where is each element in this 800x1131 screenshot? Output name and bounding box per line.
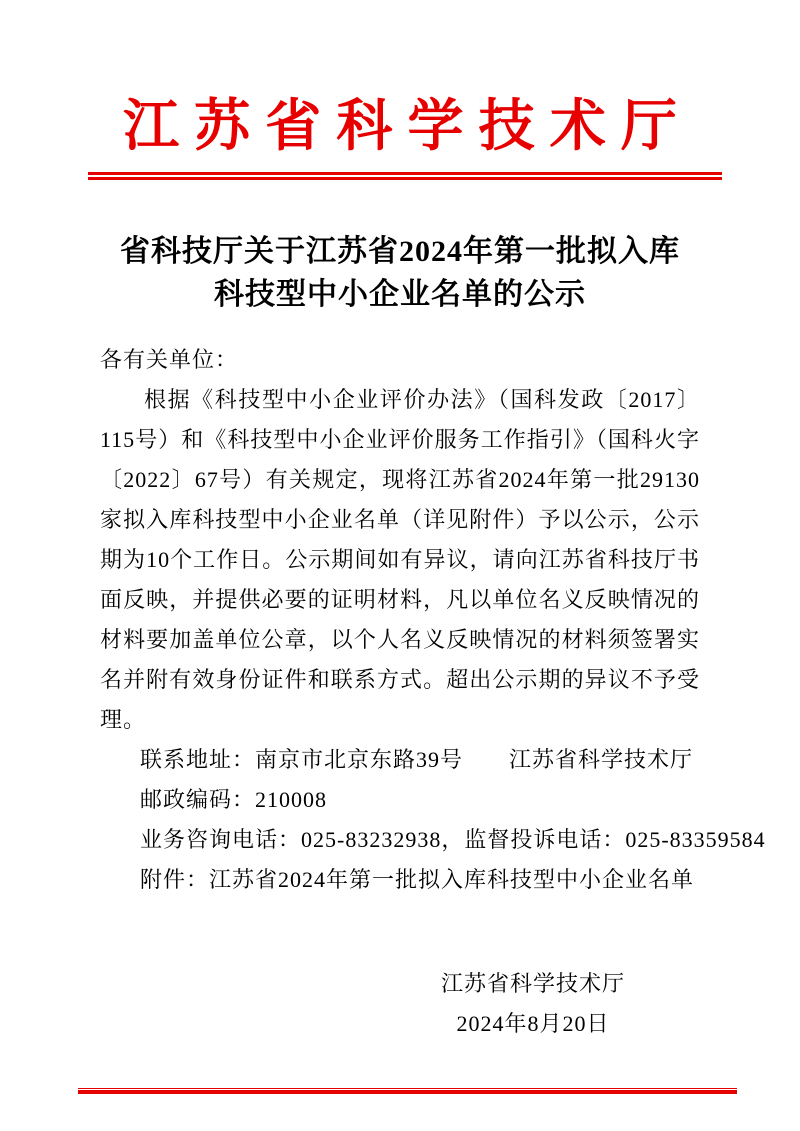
document-title xyxy=(0,230,800,316)
document-body xyxy=(100,340,766,900)
document-title-line1: 省科技厅关于江苏省2024年第一批拟入库 xyxy=(120,235,680,268)
salutation: 各有关单位： xyxy=(100,347,239,372)
document-title-line2: 科技型中小企业名单的公示 xyxy=(214,278,586,311)
signer-name: 江苏省科学技术厅 xyxy=(440,971,625,996)
contact-address-line: 联系地址：南京市北京东路39号 江苏省科学技术厅 xyxy=(140,747,694,772)
footer-divider xyxy=(78,1088,737,1094)
attachment-line: 附件：江苏省2024年第一批拟入库科技型中小企业名单 xyxy=(140,867,695,892)
postal-code-line: 邮政编码：210008 xyxy=(140,787,328,812)
phone-line: 业务咨询电话：025-83232938，监督投诉电话：025-83359584 xyxy=(140,827,766,852)
body-paragraph: 根据《科技型中小企业评价办法》（国科发政〔2017〕115号）和《科技型中小企业评价服务工作指引》（国科火字〔2022〕67号）有关规定，现将江苏省2024年第一批29130家拟入库科技型中小企业名单（详见附件）予以公示，公示期为10个工作日。公示期间如有异议，请向江苏省科技厅书面反映，并提供必要的证明材料，凡以单位名义反映情况的材料要加盖单位公章，以个人名义反映情况的材料须签署实名并附有效身份证件和联系方式。超出公示期的异议不予受理。 xyxy=(100,387,700,732)
signature-date: 2024年8月20日 xyxy=(456,1011,610,1036)
signature-block xyxy=(413,964,653,1044)
agency-masthead: 江苏省科学技术厅 xyxy=(123,96,693,158)
header-divider xyxy=(88,172,722,180)
